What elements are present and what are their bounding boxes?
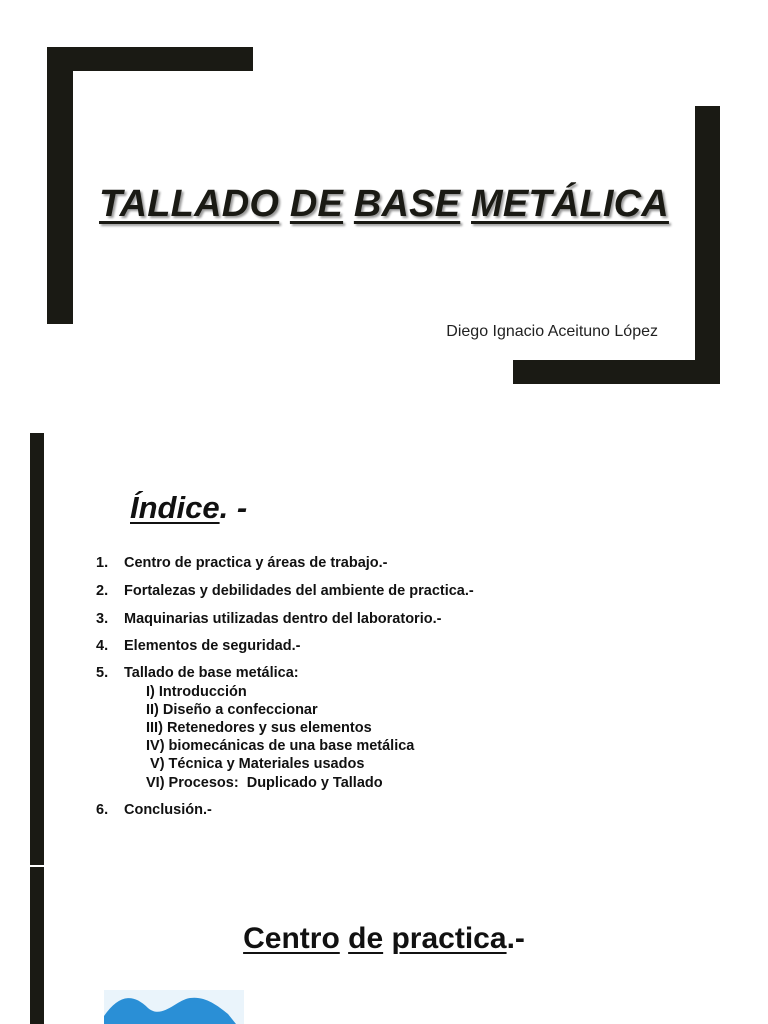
toc-number: 1. bbox=[96, 555, 109, 571]
toc-item bbox=[96, 638, 300, 654]
toc-text: Centro de practica y áreas de trabajo.- bbox=[124, 555, 388, 571]
heading-word: de bbox=[348, 922, 384, 955]
heading-space bbox=[340, 922, 348, 955]
frame-bar-bottom-right-horizontal bbox=[513, 360, 720, 384]
slide2-left-bar bbox=[30, 433, 44, 865]
toc-subitem: VI) Procesos: Duplicado y Tallado bbox=[146, 775, 383, 791]
toc-number: 3. bbox=[96, 611, 109, 627]
author-name: Diego Ignacio Aceituno López bbox=[446, 323, 658, 340]
title-word: TALLADO bbox=[99, 183, 280, 225]
heading-word: practica bbox=[391, 922, 507, 955]
title-word: METÁLICA bbox=[471, 183, 669, 225]
title-word: DE bbox=[289, 183, 344, 225]
toc-text: Maquinarias utilizadas dentro del laboratorio.- bbox=[124, 611, 442, 627]
frame-bar-bottom-right-vertical bbox=[695, 106, 720, 384]
index-heading-suffix: . - bbox=[219, 490, 248, 525]
index-heading bbox=[130, 490, 247, 526]
toc-text: Fortalezas y debilidades del ambiente de practica.- bbox=[124, 583, 474, 599]
toc-number: 2. bbox=[96, 583, 109, 599]
index-heading-word: Índice bbox=[130, 490, 220, 525]
toc-text: Elementos de seguridad.- bbox=[124, 638, 301, 654]
toc-item bbox=[96, 665, 299, 681]
toc-text: Conclusión.- bbox=[124, 802, 212, 818]
toc-subitem: IV) biomecánicas de una base metálica bbox=[146, 738, 415, 754]
toc-item bbox=[96, 802, 212, 818]
toc-item bbox=[96, 583, 474, 599]
toc-number: 4. bbox=[96, 638, 109, 654]
toc-number: 5. bbox=[96, 665, 109, 681]
heading-word: Centro bbox=[243, 922, 340, 955]
section-heading bbox=[0, 922, 768, 956]
toc-number: 6. bbox=[96, 802, 109, 818]
heading-suffix: .- bbox=[506, 922, 525, 955]
toc-subitem: I) Introducción bbox=[146, 684, 247, 700]
toc-text: Tallado de base metálica: bbox=[124, 665, 299, 681]
toc-item bbox=[96, 611, 441, 627]
toc-subitem: II) Diseño a confeccionar bbox=[146, 702, 318, 718]
toc-subitem: III) Retenedores y sus elementos bbox=[146, 720, 372, 736]
toc-item bbox=[96, 555, 388, 571]
slide-title bbox=[0, 183, 768, 226]
logo-wave-icon bbox=[104, 990, 244, 1024]
toc-subitem: V) Técnica y Materiales usados bbox=[146, 756, 365, 772]
title-word: BASE bbox=[353, 183, 461, 225]
frame-bar-top-left-horizontal bbox=[47, 47, 253, 71]
